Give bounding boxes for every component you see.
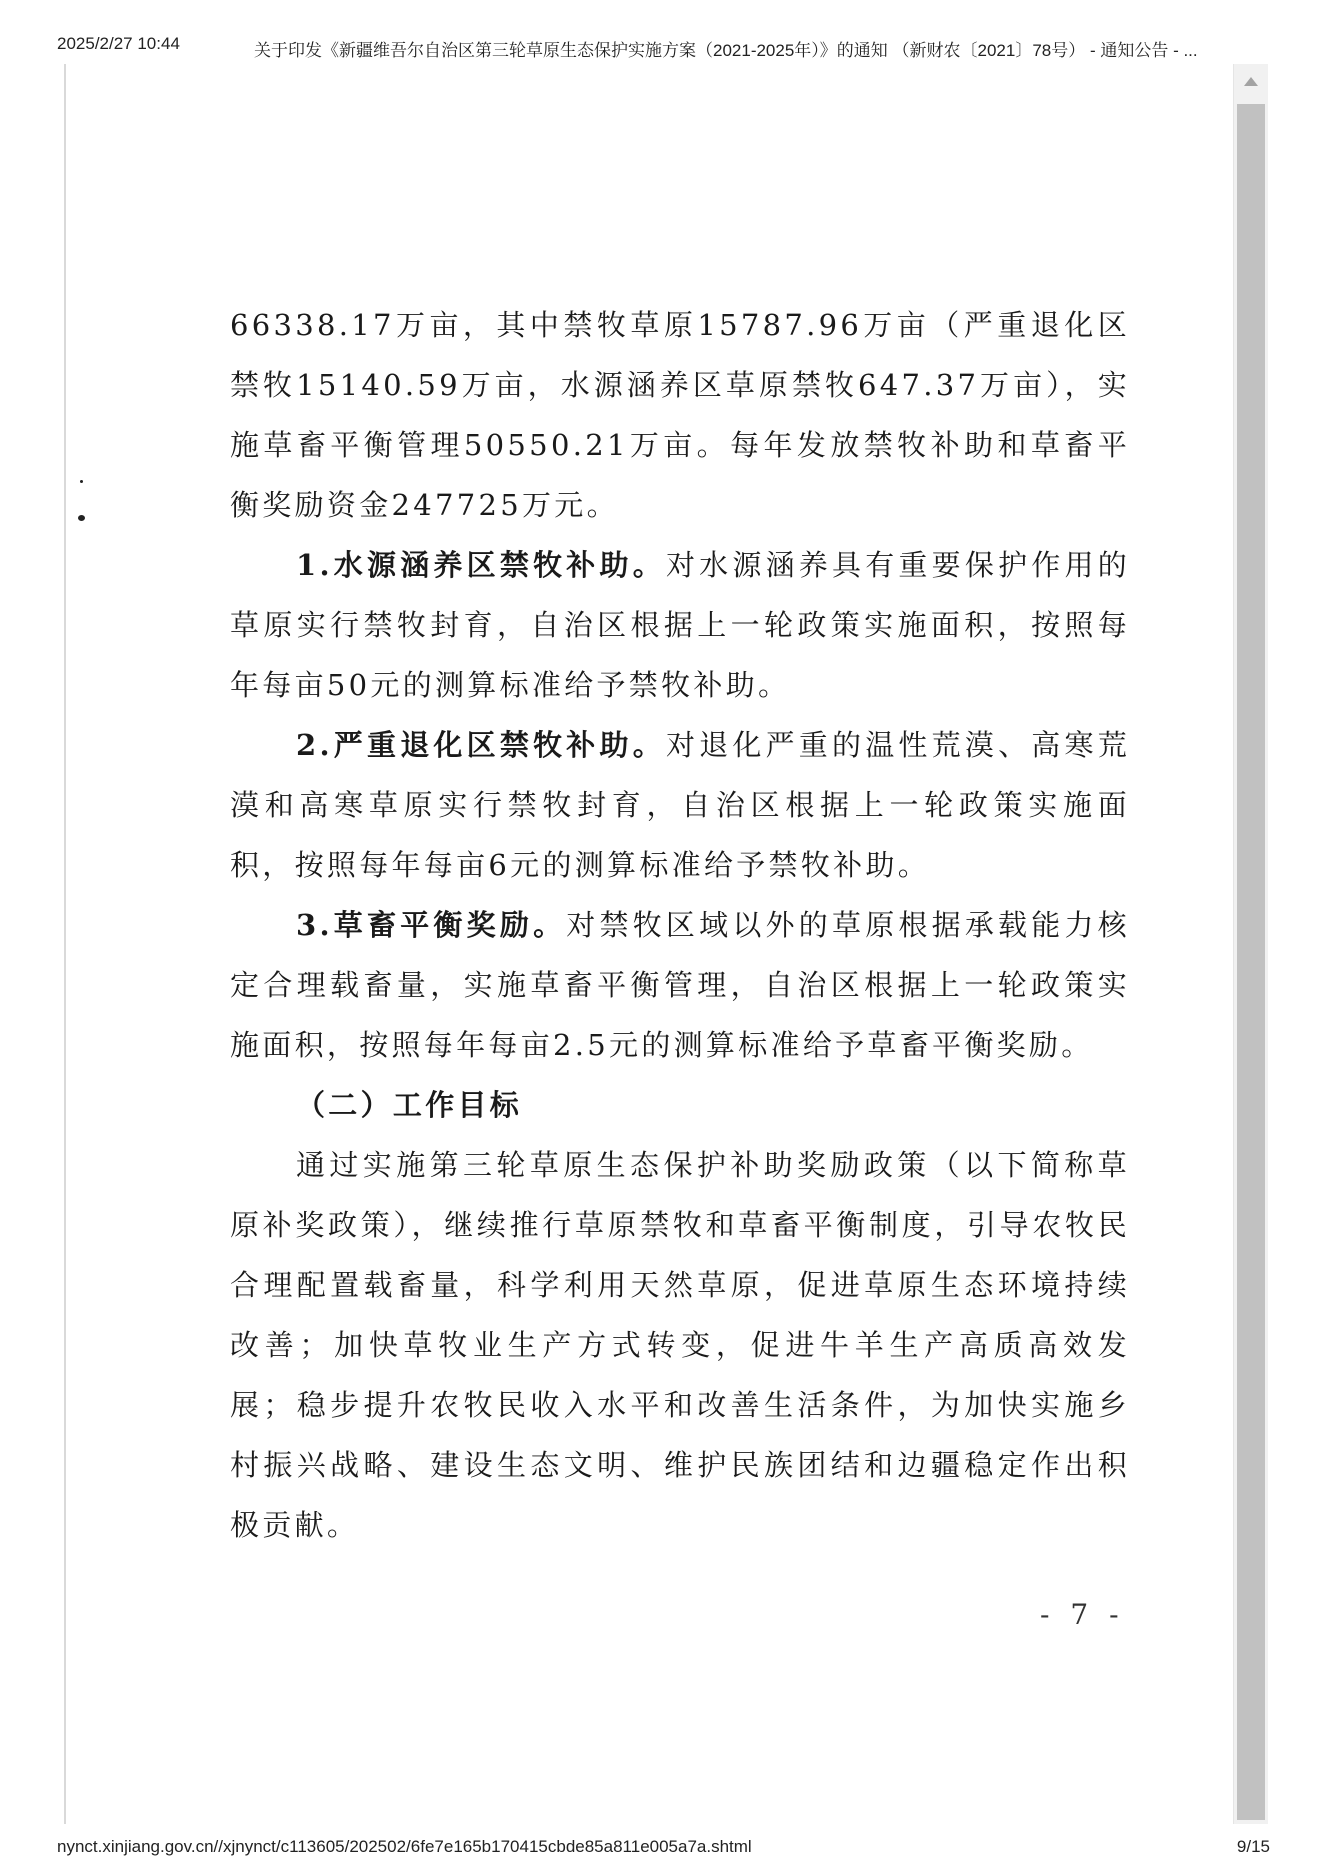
goal-paragraph: 通过实施第三轮草原生态保护补助奖励政策（以下简称草原补奖政策），继续推行草原禁牧和草畜平衡制度，引导农牧民合理配置载畜量，科学利用天然草原，促进草原生态环境持续改善；加快草牧业生产方式转变，促进牛羊生产高质高效发展；稳步提升农牧民收入水平和改善生活条件，为加快实施乡村振兴战略、建设生态文明、维护民族团结和边疆稳定作出积极贡献。 [230, 1148, 1130, 1542]
page-number: - 7 - [1040, 1598, 1125, 1631]
list-item [230, 895, 1130, 1075]
arrow-up-icon [1244, 77, 1258, 86]
scrollbar-thumb[interactable] [1237, 104, 1265, 1820]
print-footer [0, 1825, 1322, 1865]
print-page-title: 关于印发《新疆维吾尔自治区第三轮草原生态保护实施方案（2021-2025年）》的通知 （新财农〔2021〕78号） - 通知公告 - ... [254, 41, 1198, 60]
page-indicator: 9/15 [1236, 1837, 1270, 1856]
scan-speck [78, 515, 85, 521]
vertical-scrollbar[interactable] [1233, 64, 1268, 1824]
list-item [230, 715, 1130, 895]
print-header [0, 0, 1322, 60]
document-page [230, 295, 1130, 1555]
page-url: nynct.xinjiang.gov.cn//xjnynct/c113605/202502/6fe7e165b170415cbde85a811e005a7a.shtml [57, 1837, 752, 1856]
scroll-up-button[interactable] [1234, 64, 1268, 98]
scan-speck [80, 480, 83, 483]
item-heading: 3.草畜平衡奖励。 [296, 908, 567, 942]
item-body: 对退化严重的温性荒漠、高寒荒漠和高寒草原实行禁牧封育，自治区根据上一轮政策实施面积，按照每年每亩6元的测算标准给予禁牧补助。 [230, 728, 1131, 882]
intro-paragraph: 66338.17万亩，其中禁牧草原15787.96万亩（严重退化区禁牧15140.59万亩，水源涵养区草原禁牧647.37万亩），实施草畜平衡管理50550.21万亩。每年发放禁牧补助和草畜平衡奖励资金247725万元。 [230, 308, 1130, 522]
print-datetime: 2025/2/27 10:44 [57, 34, 180, 53]
item-body: 对禁牧区域以外的草原根据承载能力核定合理载畜量，实施草畜平衡管理，自治区根据上一轮政策实施面积，按照每年每亩2.5元的测算标准给予草畜平衡奖励。 [230, 908, 1130, 1062]
item-heading: 2.严重退化区禁牧补助。 [296, 728, 666, 762]
section-heading: （二）工作目标 [296, 1088, 523, 1122]
item-body: 对水源涵养具有重要保护作用的草原实行禁牧封育，自治区根据上一轮政策实施面积，按照每年每亩50元的测算标准给予禁牧补助。 [230, 548, 1131, 702]
item-heading: 1.水源涵养区禁牧补助。 [296, 548, 666, 582]
list-item [230, 535, 1130, 715]
